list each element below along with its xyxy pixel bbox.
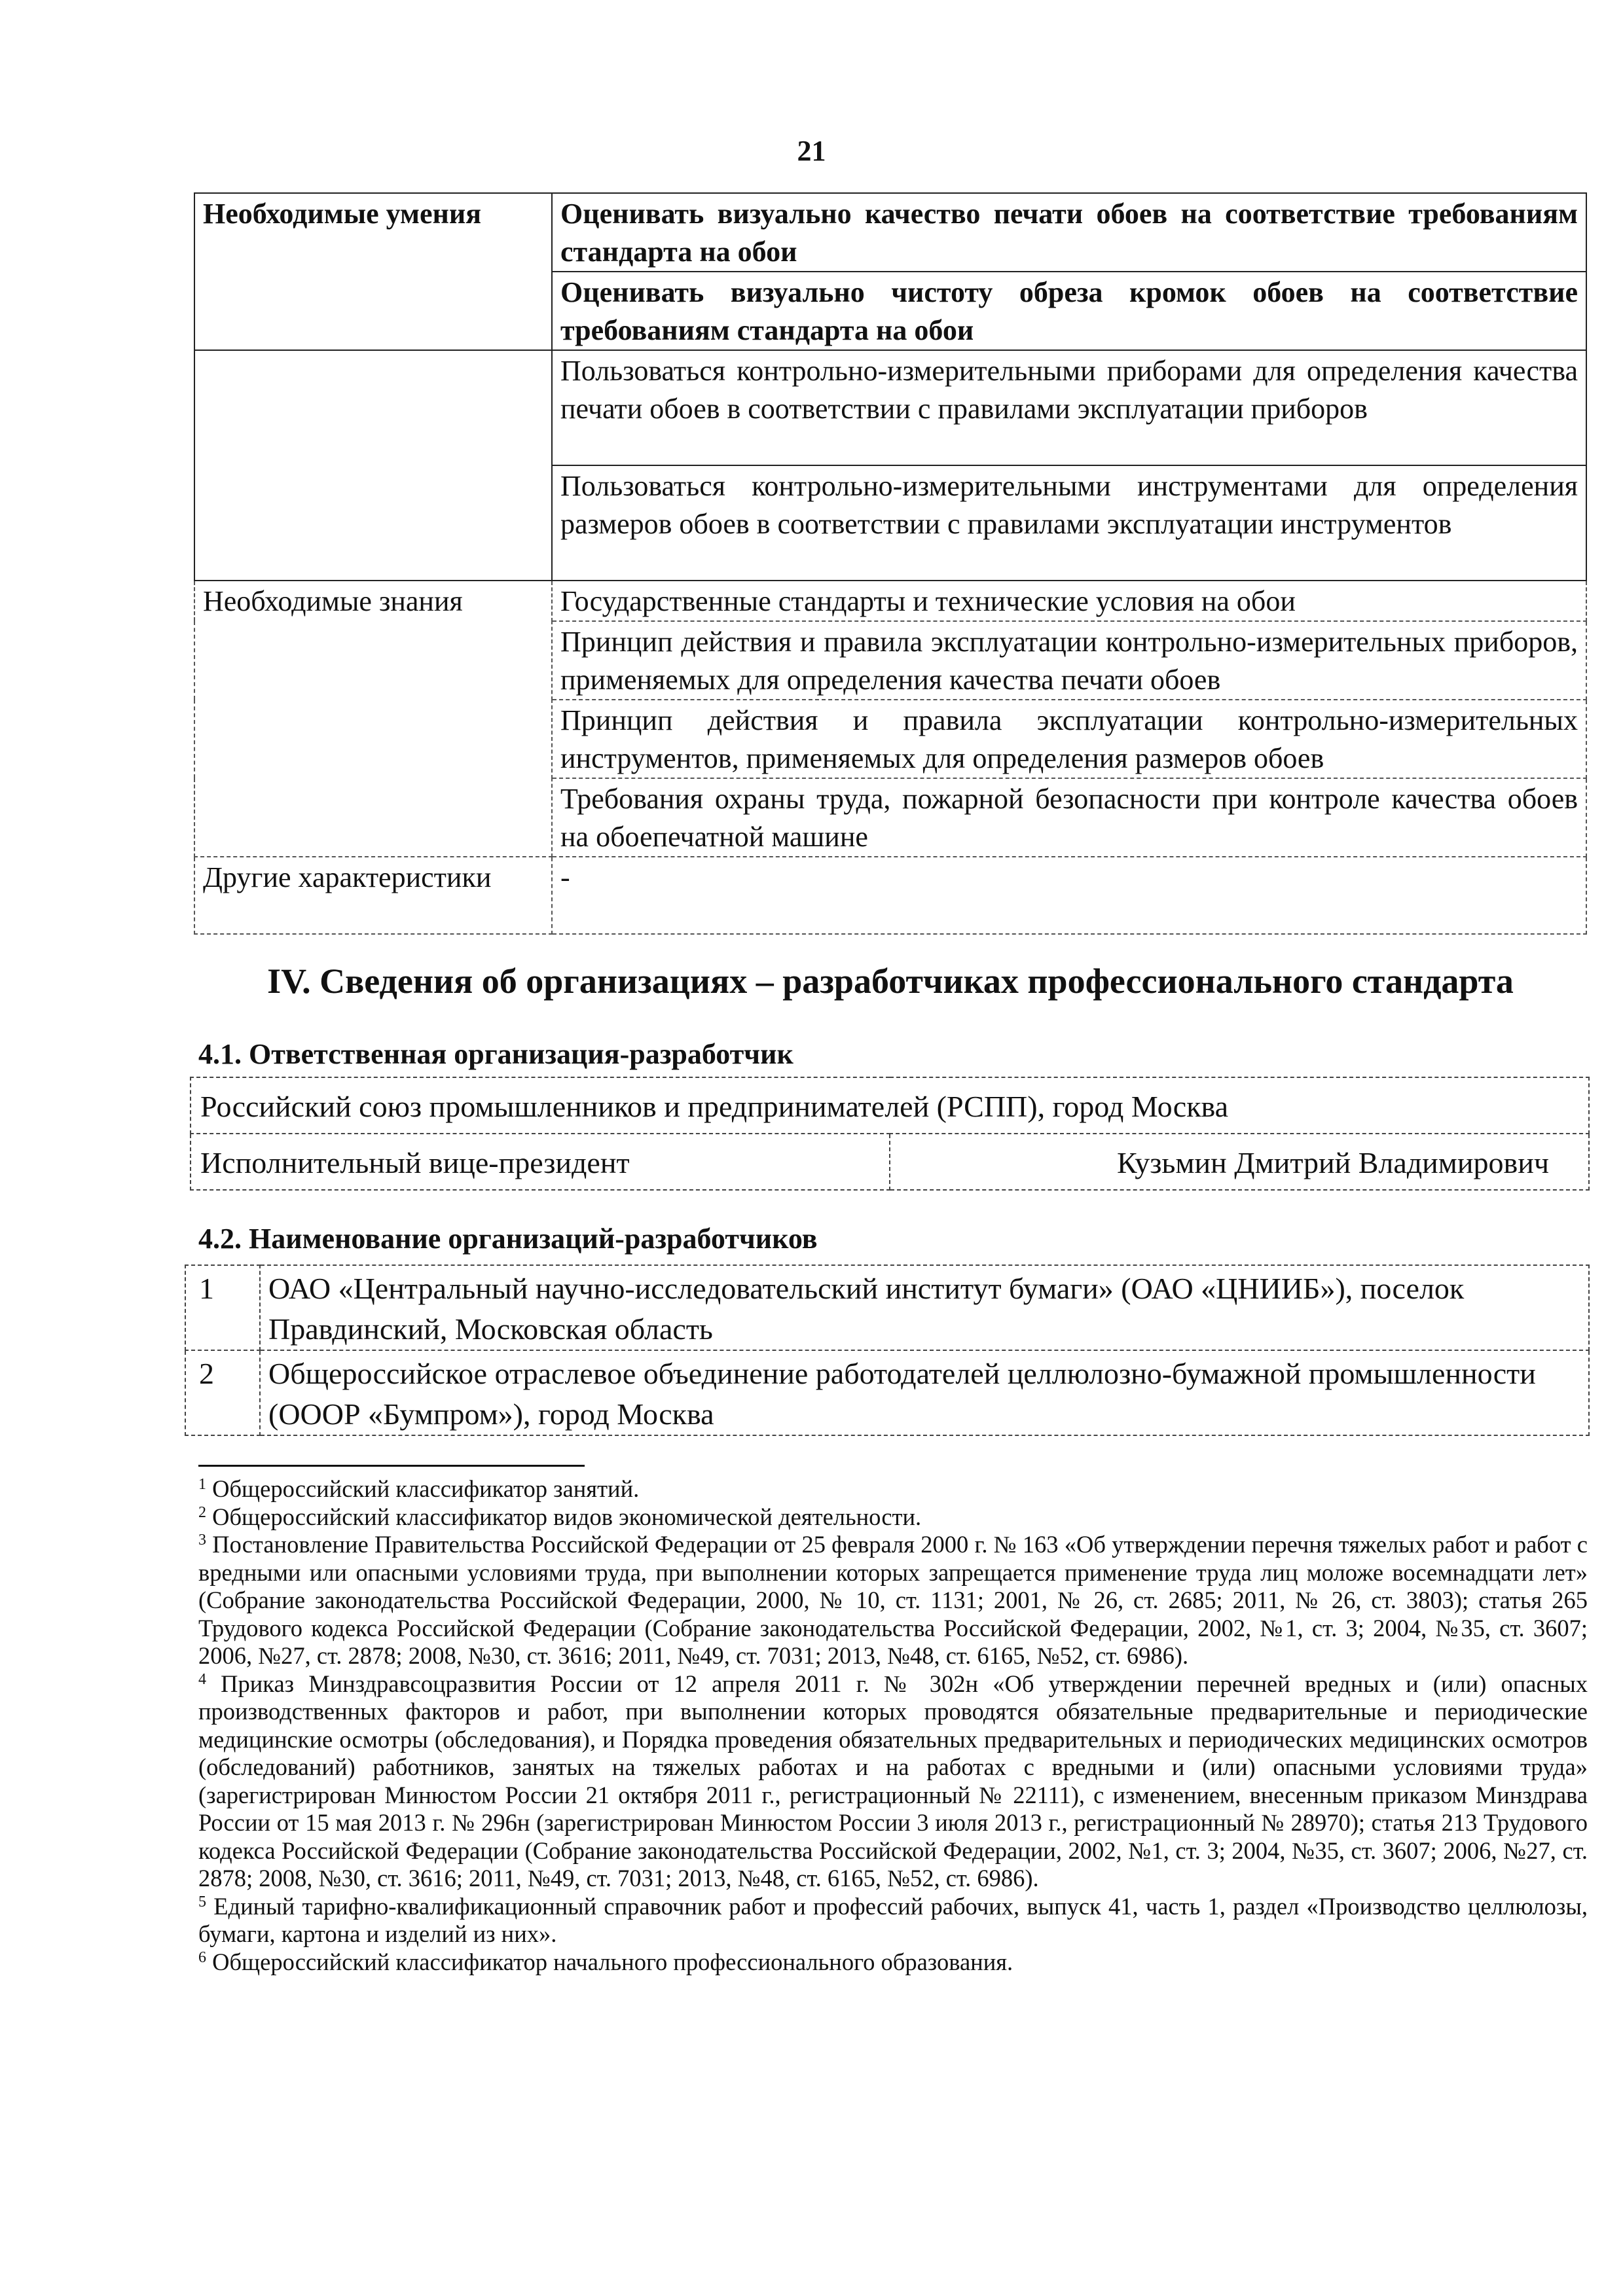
- knowledge-label: Необходимые знания: [194, 581, 552, 857]
- footnote-mark: 2: [198, 1503, 206, 1521]
- footnote-mark: 4: [198, 1670, 206, 1688]
- table-row: [194, 581, 1586, 621]
- signatory-name: Кузьмин Дмитрий Владимирович: [890, 1134, 1589, 1190]
- skill-item: Пользоваться контрольно-измерительными инструментами для определения размеров обоев в соответствии с правилами эксплуатации инструментов: [552, 465, 1586, 581]
- signatory-position: Исполнительный вице-президент: [191, 1134, 890, 1190]
- other-value: -: [552, 857, 1586, 934]
- footnote: [198, 1893, 1588, 1948]
- footnotes: [198, 1475, 1588, 1976]
- footnote-mark: 5: [198, 1893, 206, 1910]
- competency-table: [194, 192, 1587, 935]
- footnote-text: Единый тарифно-квалификационный справочник работ и профессий рабочих, выпуск 41, часть 1, раздел «Производство целлюлозы, бумаги, картона и изделий из них».: [198, 1892, 1588, 1947]
- developer-name: ОАО «Центральный научно-исследовательский институт бумаги» (ОАО «ЦНИИБ»), поселок Правдинский, Московская область: [260, 1265, 1589, 1350]
- footnote-text: Общероссийский классификатор начального профессионального образования.: [212, 1948, 1013, 1975]
- footnote: [198, 1531, 1588, 1670]
- section-iv-title: IV. Сведения об организациях – разработчиках профессионального стандарта: [267, 961, 1514, 1001]
- footnote: [198, 1670, 1588, 1893]
- developer-name: Общероссийское отраслевое объединение работодателей целлюлозно-бумажной промышленности (ОООР «Бумпром»), город Москва: [260, 1350, 1589, 1435]
- page-number: 21: [797, 135, 826, 167]
- footnote-mark: 3: [198, 1532, 206, 1549]
- skill-item: Пользоваться контрольно-измерительными приборами для определения качества печати обоев в соответствии с правилами эксплуатации приборов: [552, 350, 1586, 465]
- table-row: [185, 1265, 1589, 1350]
- developers-heading: 4.2. Наименование организаций-разработчиков: [198, 1223, 818, 1255]
- responsible-heading: 4.1. Ответственная организация-разработчик: [198, 1038, 793, 1070]
- footnote-mark: 1: [198, 1476, 206, 1493]
- developers-table: [185, 1265, 1590, 1436]
- knowledge-item: Принцип действия и правила эксплуатации контрольно-измерительных инструментов, применяемых для определения размеров обоев: [552, 700, 1586, 778]
- responsible-org-box: [190, 1077, 1590, 1191]
- footnote-text: Общероссийский классификатор занятий.: [212, 1475, 640, 1502]
- responsible-org: Российский союз промышленников и предпринимателей (РСПП), город Москва: [191, 1077, 1589, 1134]
- footnote-text: Приказ Минздравсоцразвития России от 12 апреля 2011 г. № 302н «Об утверждении перечней вредных и (или) опасных производственных факторов и работ, при выполнении которых проводятся обязательные предварительные и периодические медицинские осмотры (обследования), и Порядка проведения обязательных предварительных и периодических медицинских осмотров (обследований) работников, занятых на тяжелых работах и на работах с вредными и (или) опасными условиями труда» (зарегистрирован Минюстом России 21 октября 2011 г., регистрационный № 22111), с изменением, внесенным приказом Минздрава России от 15 мая 2013 г. № 296н (зарегистрирован Минюстом России 3 июля 2013 г., регистрационный № 28970); статья 213 Трудового кодекса Российской Федерации (Собрание законодательства Российской Федерации, 2002, №1, ст. 3; 2004, №35, ст. 3607; 2006, №27, ст. 2878; 2008, №30, ст. 3616; 2011, №49, ст. 7031; 2013, №48, ст. 6165, №52, ст. 6986).: [198, 1670, 1588, 1892]
- developer-number: 2: [185, 1350, 260, 1435]
- footnote: [198, 1475, 1588, 1503]
- table-row: [194, 350, 1586, 465]
- skills-label: Необходимые умения: [194, 193, 552, 350]
- developer-number: 1: [185, 1265, 260, 1350]
- footnote-mark: 6: [198, 1948, 206, 1966]
- skill-item: Оценивать визуально чистоту обреза кромок обоев на соответствие требованиям стандарта на обои: [552, 272, 1586, 350]
- knowledge-item: Принцип действия и правила эксплуатации контрольно-измерительных приборов, применяемых для определения качества печати обоев: [552, 621, 1586, 700]
- other-label: Другие характеристики: [194, 857, 552, 934]
- footnote: [198, 1503, 1588, 1532]
- table-row: [194, 857, 1586, 934]
- footnote-text: Общероссийский классификатор видов экономической деятельности.: [212, 1503, 922, 1530]
- table-row: [185, 1350, 1589, 1435]
- knowledge-item: Государственные стандарты и технические условия на обои: [552, 581, 1586, 621]
- table-row: [194, 193, 1586, 272]
- footnote-separator: [198, 1465, 585, 1467]
- footnote: [198, 1948, 1588, 1977]
- footnote-text: Постановление Правительства Российской Федерации от 25 февраля 2000 г. № 163 «Об утверждении перечня тяжелых работ и работ с вредными или опасными условиями труда, при выполнении которых запрещается применение труда лиц моложе восемнадцати лет» (Собрание законодательства Российской Федерации, 2000, № 10, ст. 1131; 2001, № 26, ст. 2685; 2011, № 26, ст. 3803); статья 265 Трудового кодекса Российской Федерации (Собрание законодательства Российской Федерации, 2002, №1, ст. 3; 2004, №35, ст. 3607; 2006, №27, ст. 2878; 2008, №30, ст. 3616; 2011, №49, ст. 7031; 2013, №48, ст. 6165, №52, ст. 6986).: [198, 1531, 1588, 1669]
- skill-item: Оценивать визуально качество печати обоев на соответствие требованиям стандарта на обои: [552, 193, 1586, 272]
- knowledge-item: Требования охраны труда, пожарной безопасности при контроле качества обоев на обоепечатной машине: [552, 778, 1586, 857]
